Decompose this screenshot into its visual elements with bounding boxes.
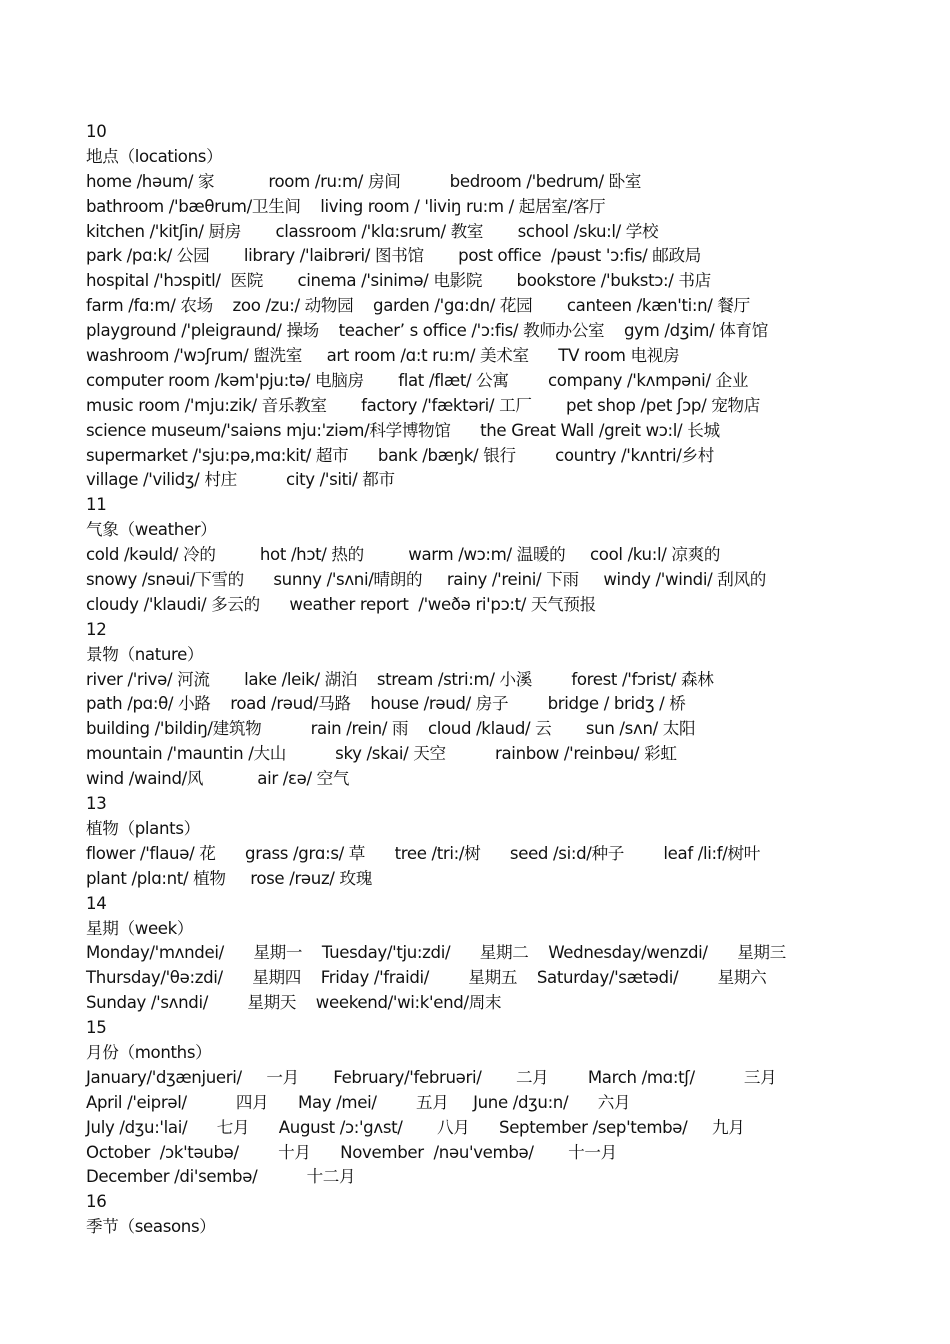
vocab-line: kitchen /'kitʃin/ 厨房 classroom /'klɑ:srum/ 教室 school /sku:l/ 学校 bbox=[86, 221, 659, 241]
section-number: 13 bbox=[86, 794, 107, 814]
section-number: 11 bbox=[86, 495, 107, 515]
document-page bbox=[86, 120, 946, 1240]
section-heading: 月份（months） bbox=[86, 1042, 212, 1062]
vocab-line: cold /kəuld/ 冷的 hot /hɔt/ 热的 warm /wɔ:m/ 温暖的 cool /ku:l/ 凉爽的 bbox=[86, 545, 721, 565]
vocab-line: path /pɑ:θ/ 小路 road /rəud/马路 house /rəud/ 房子 bridge / bridʒ / 桥 bbox=[86, 694, 686, 714]
section-heading: 气象（weather） bbox=[86, 520, 217, 540]
vocab-line: Monday/'mʌndei/ 星期一 Tuesday/'tju:zdi/ 星期二 Wednesday/wenzdi/ 星期三 bbox=[86, 943, 786, 963]
vocab-line: wind /waind/风 air /εə/ 空气 bbox=[86, 769, 350, 789]
section-heading: 地点（locations） bbox=[86, 146, 223, 166]
section-heading: 季节（seasons） bbox=[86, 1217, 216, 1237]
vocab-line: home /həum/ 家 room /ru:m/ 房间 bedroom /'bedrum/ 卧室 bbox=[86, 171, 642, 191]
section-heading: 景物（nature） bbox=[86, 644, 204, 664]
vocab-line: December /di'sembə/ 十二月 bbox=[86, 1167, 356, 1187]
vocab-line: farm /fɑ:m/ 农场 zoo /zu:/ 动物园 garden /'gɑ:dn/ 花园 canteen /kæn'ti:n/ 餐厅 bbox=[86, 296, 750, 316]
vocab-line: washroom /'wɔʃrum/ 盥洗室 art room /ɑ:t ru:m/ 美术室 TV room 电视房 bbox=[86, 346, 680, 366]
vocab-line: music room /'mju:zik/ 音乐教室 factory /'fæktəri/ 工厂 pet shop /pet ʃɔp/ 宠物店 bbox=[86, 395, 760, 415]
section-number: 10 bbox=[86, 122, 107, 141]
vocab-line: plant /plɑ:nt/ 植物 rose /rəuz/ 玫瑰 bbox=[86, 868, 372, 888]
vocab-line: village /'vilidʒ/ 村庄 city /'siti/ 都市 bbox=[86, 470, 395, 490]
vocab-line: park /pɑ:k/ 公园 library /'laibrəri/ 图书馆 post office /pəust 'ɔ:fis/ 邮政局 bbox=[86, 246, 702, 266]
vocab-line: flower /'flauə/ 花 grass /grɑ:s/ 草 tree /tri:/树 seed /si:d/种子 leaf /li:f/树叶 bbox=[86, 843, 760, 863]
vocab-line: snowy /snəui/下雪的 sunny /'sʌni/晴朗的 rainy /'reini/ 下雨 windy /'windi/ 刮风的 bbox=[86, 570, 766, 590]
vocab-line: science museum/'saiəns mju:'ziəm/科学博物馆 the Great Wall /greit wɔ:l/ 长城 bbox=[86, 420, 720, 440]
section-heading: 星期（week） bbox=[86, 918, 194, 938]
vocab-line: bathroom /'bæθrum/卫生间 living room / 'liviŋ ru:m / 起居室/客厅 bbox=[86, 196, 606, 216]
section-heading: 植物（plants） bbox=[86, 818, 200, 838]
vocab-line: computer room /kəm'pju:tə/ 电脑房 flat /flæt/ 公寓 company /'kʌmpəni/ 企业 bbox=[86, 370, 749, 390]
section-number: 12 bbox=[86, 619, 107, 639]
vocab-line: January/'dʒænjueri/ 一月 February/'februəri/ 二月 March /mɑ:tʃ/ 三月 bbox=[86, 1067, 777, 1087]
vocab-line: river /'rivə/ 河流 lake /leik/ 湖泊 stream /stri:m/ 小溪 forest /'fɔrist/ 森林 bbox=[86, 669, 714, 689]
section-number: 14 bbox=[86, 893, 107, 913]
vocab-line: October /ɔk'təubə/ 十月 November /nəu'vembə/ 十一月 bbox=[86, 1142, 617, 1162]
vocab-line: mountain /'mauntin /大山 sky /skai/ 天空 rainbow /'reinbəu/ 彩虹 bbox=[86, 744, 677, 764]
vocab-line: playground /'pleigraund/ 操场 teacher’ s office /'ɔ:fis/ 教师办公室 gym /dʒim/ 体育馆 bbox=[86, 321, 769, 341]
vocab-line: Sunday /'sʌndi/ 星期天 weekend/'wi:k'end/周末 bbox=[86, 993, 502, 1013]
vocab-line: Thursday/'θə:zdi/ 星期四 Friday /'fraidi/ 星期五 Saturday/'sætədi/ 星期六 bbox=[86, 968, 767, 988]
vocab-line: July /dʒu:'lai/ 七月 August /ɔ:'gʌst/ 八月 September /sep'tembə/ 九月 bbox=[86, 1117, 745, 1137]
vocab-line: cloudy /'klaudi/ 多云的 weather report /'weðə ri'pɔ:t/ 天气预报 bbox=[86, 594, 596, 614]
vocab-line: April /'eiprəl/ 四月 May /mei/ 五月 June /dʒu:n/ 六月 bbox=[86, 1092, 631, 1112]
vocab-line: supermarket /'sju:pə,mɑ:kit/ 超市 bank /bæŋk/ 银行 country /'kʌntri/乡村 bbox=[86, 445, 714, 465]
vocab-line: building /'bildiŋ/建筑物 rain /rein/ 雨 cloud /klaud/ 云 sun /sʌn/ 太阳 bbox=[86, 719, 696, 739]
section-number: 15 bbox=[86, 1018, 107, 1038]
section-number: 16 bbox=[86, 1192, 107, 1212]
vocab-line: hospital /'hɔspitl/ 医院 cinema /'sinimə/ 电影院 bookstore /'bukstɔ:/ 书店 bbox=[86, 271, 711, 291]
